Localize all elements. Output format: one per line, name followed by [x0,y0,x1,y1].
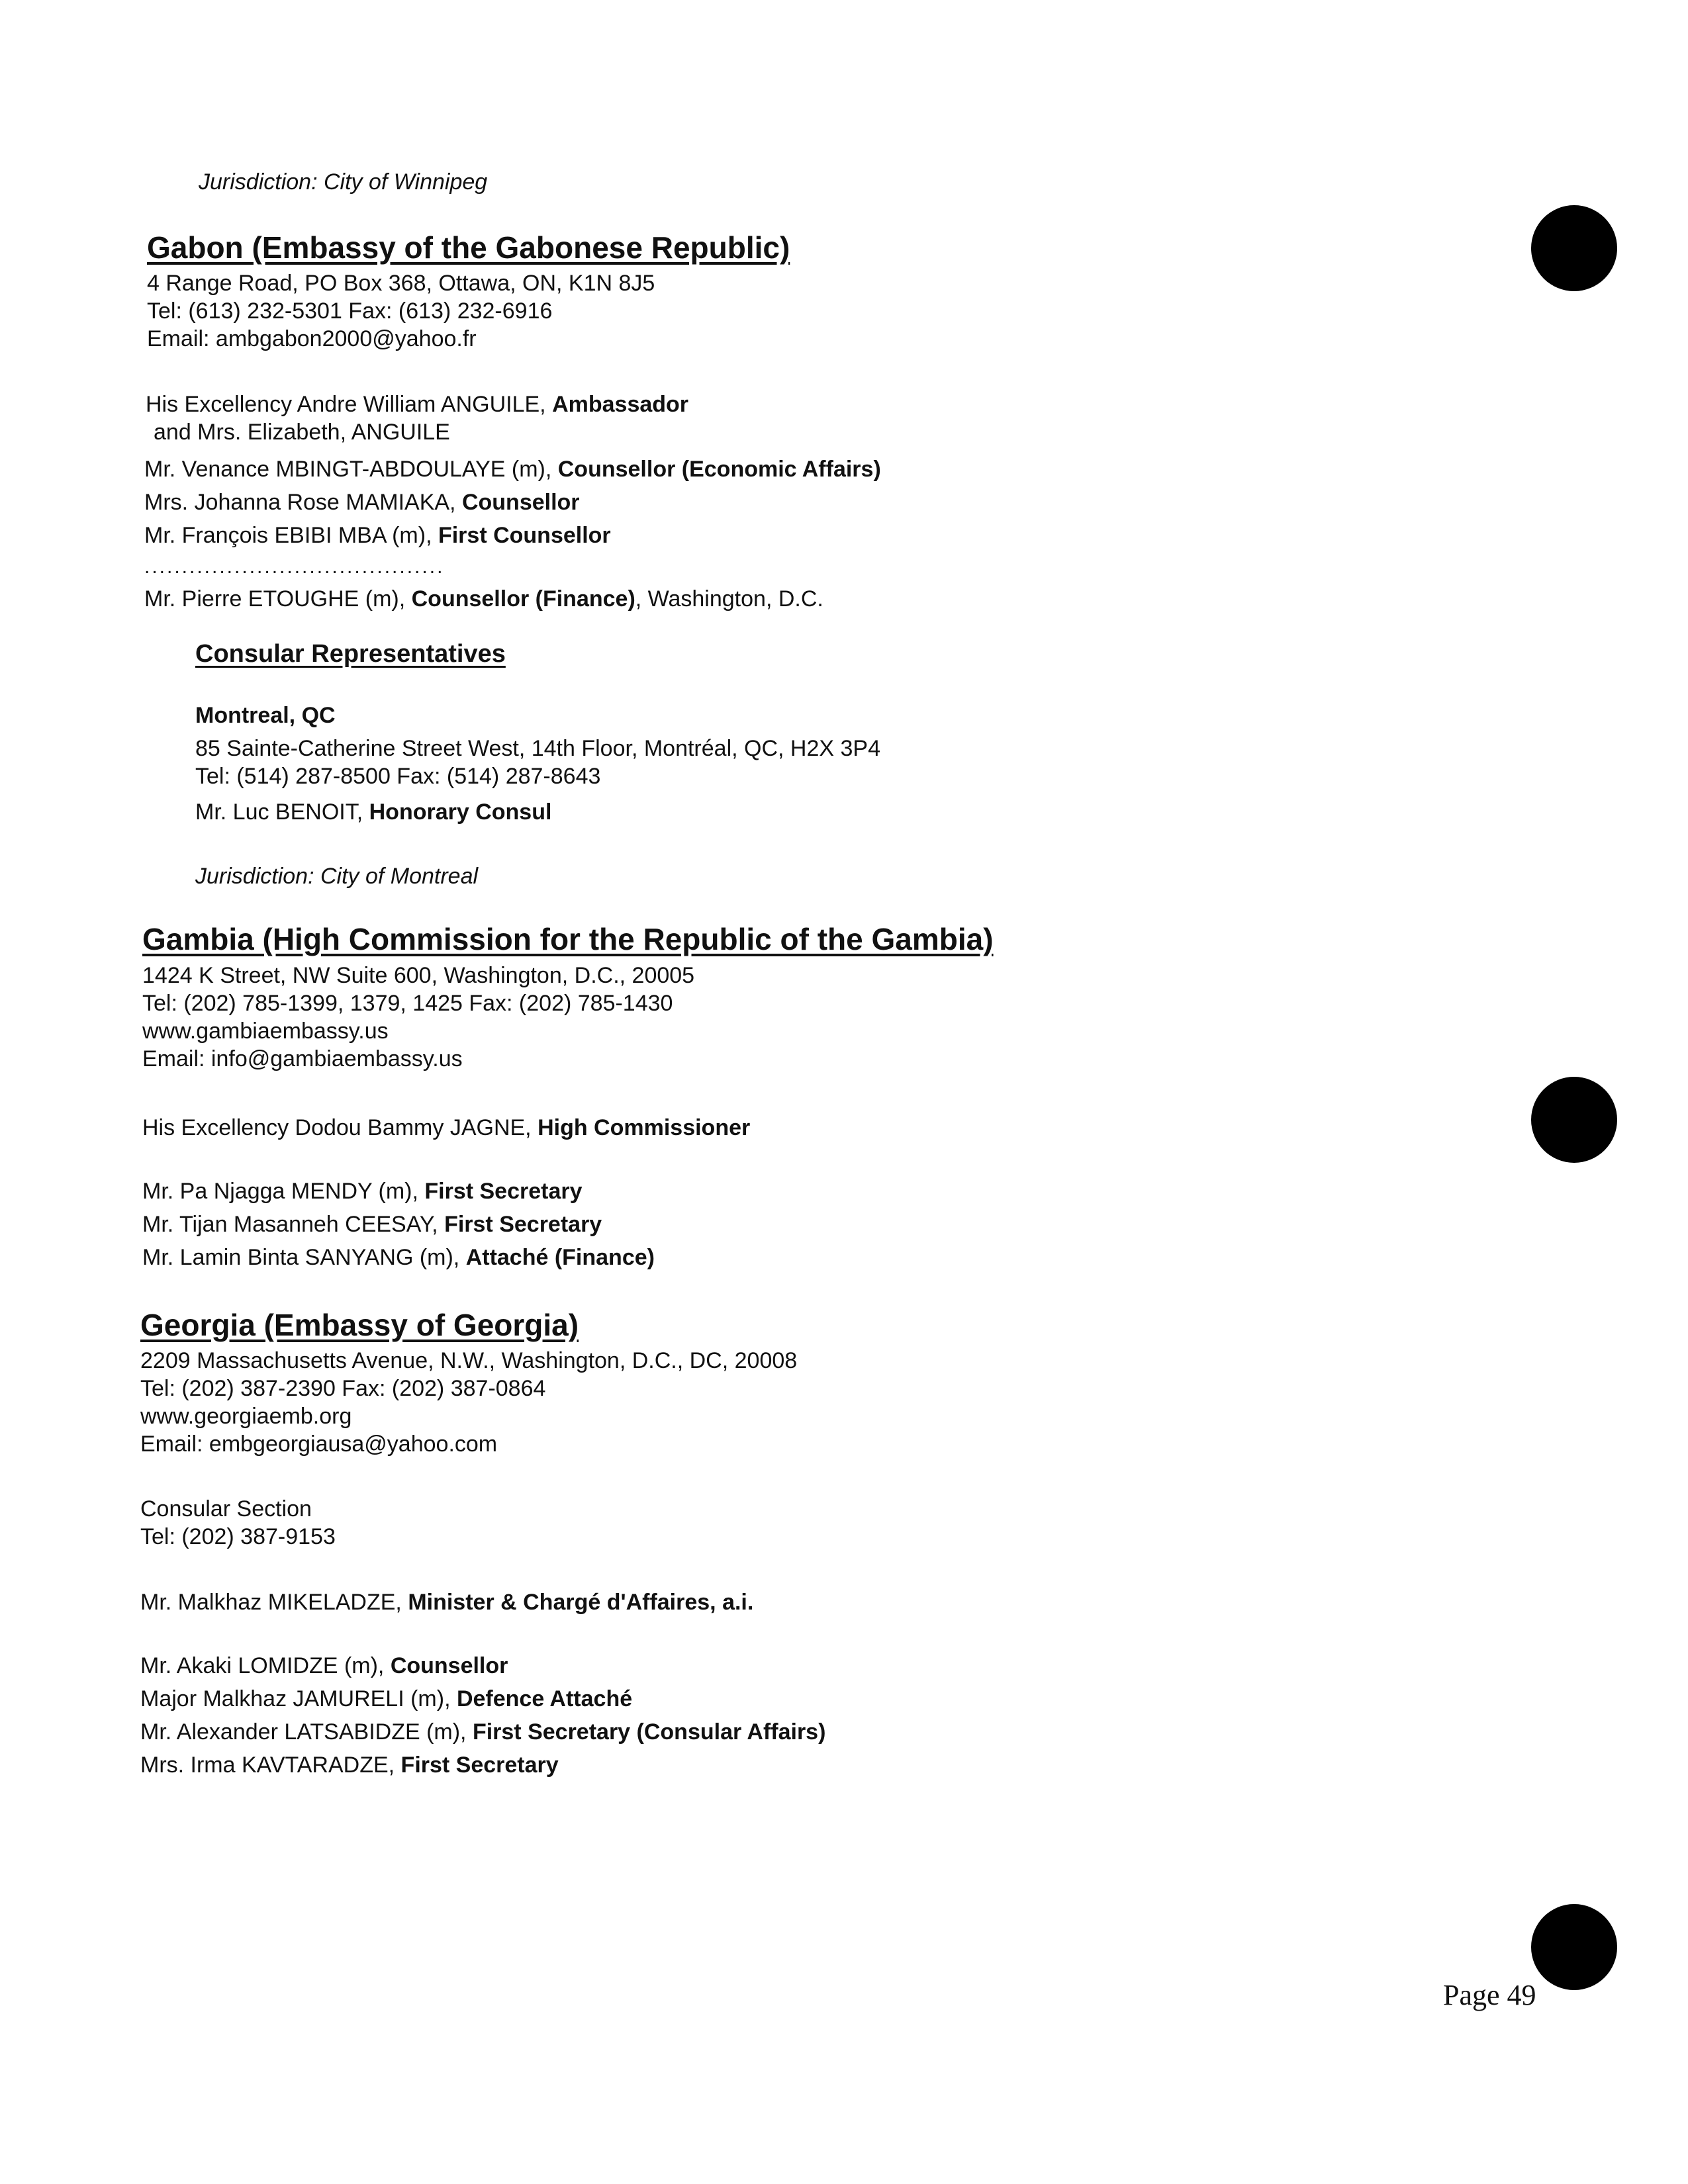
georgia-staff-4 [140,1751,559,1779]
gabon-phone: Tel: (613) 232-5301 Fax: (613) 232-6916 [147,298,553,324]
gambia-address: 1424 K Street, NW Suite 600, Washington, D.C., 20005 [142,963,695,988]
person-name: His Excellency Dodou Bammy JAGNE, [142,1115,538,1140]
person-location: , Washington, D.C. [635,586,823,612]
punch-hole-bottom [1531,1904,1617,1990]
person-role: Ambassador [552,392,689,417]
gabon-address: 4 Range Road, PO Box 368, Ottawa, ON, K1N 8J5 [147,271,655,296]
person-name: Mr. Pa Njagga MENDY (m), [142,1179,425,1204]
gabon-staff-2 [144,488,580,516]
person-role: Counsellor (Economic Affairs) [557,457,881,482]
person-role: First Secretary [444,1212,602,1237]
gambia-heading: Gambia (High Commission for the Republic of the Gambia) [142,922,994,956]
person-name: Major Malkhaz JAMURELI (m), [140,1686,457,1711]
person-name: Mr. Tijan Masanneh CEESAY, [142,1212,445,1237]
person-name: Mr. François EBIBI MBA (m), [144,523,438,548]
person-role: Attaché (Finance) [465,1245,655,1270]
gambia-email: Email: info@gambiaembassy.us [142,1046,463,1071]
consular-city: Montreal, QC [195,703,336,728]
page-number: Page 49 [1443,1979,1536,2011]
person-name: His Excellency Andre William ANGUILE, [146,392,553,417]
punch-hole-top [1531,205,1617,291]
gambia-head [142,1114,750,1142]
georgia-staff-1 [140,1652,508,1680]
gambia-staff-3 [142,1244,655,1271]
gabon-email: Email: ambgabon2000@yahoo.fr [147,326,477,351]
georgia-staff-3 [140,1718,825,1746]
georgia-heading: Georgia (Embassy of Georgia) [140,1308,579,1342]
person-name: Mrs. Irma KAVTARADZE, [140,1752,401,1778]
georgia-phone: Tel: (202) 387-2390 Fax: (202) 387-0864 [140,1376,546,1401]
montreal-jurisdiction: Jurisdiction: City of Montreal [195,864,479,889]
person-role: Counsellor [461,490,580,515]
winnipeg-jurisdiction: Jurisdiction: City of Winnipeg [199,169,488,195]
georgia-address: 2209 Massachusetts Avenue, N.W., Washington, D.C., DC, 20008 [140,1348,798,1373]
georgia-web: www.georgiaemb.org [140,1404,352,1429]
georgia-staff-2 [140,1685,632,1713]
georgia-consular-phone: Tel: (202) 387-9153 [140,1524,336,1549]
person-role: Counsellor (Finance) [411,586,635,612]
person-name: Mr. Akaki LOMIDZE (m), [140,1653,391,1678]
punch-hole-middle [1531,1077,1617,1163]
person-role: First Secretary [424,1179,583,1204]
person-role: Counsellor [390,1653,508,1678]
person-role: Defence Attaché [456,1686,633,1711]
person-role: First Secretary (Consular Affairs) [472,1719,826,1745]
gambia-staff-1 [142,1177,583,1205]
person-name: Mr. Lamin Binta SANYANG (m), [142,1245,466,1270]
person-role: High Commissioner [538,1115,751,1140]
person-role: First Counsellor [438,523,611,548]
person-name: Mr. Malkhaz MIKELADZE, [140,1590,408,1615]
consular-heading: Consular Representatives [195,640,506,668]
gabon-spouse: and Mrs. Elizabeth, ANGUILE [154,420,450,445]
gabon-nonresident [144,585,823,613]
georgia-head [140,1588,753,1616]
person-name: Mr. Alexander LATSABIDZE (m), [140,1719,473,1745]
consular-consul [195,798,551,826]
consular-address: 85 Sainte-Catherine Street West, 14th Floor, Montréal, QC, H2X 3P4 [195,736,880,761]
gabon-ambassador [146,390,688,418]
person-role: First Secretary [400,1752,559,1778]
gabon-staff-3 [144,522,611,549]
person-name: Mrs. Johanna Rose MAMIAKA, [144,490,462,515]
gambia-phone: Tel: (202) 785-1399, 1379, 1425 Fax: (202) 785-1430 [142,991,673,1016]
gambia-staff-2 [142,1210,602,1238]
separator-dots: ........................................ [144,556,445,578]
georgia-consular-label: Consular Section [140,1496,312,1522]
consular-phone: Tel: (514) 287-8500 Fax: (514) 287-8643 [195,764,601,789]
person-name: Mr. Pierre ETOUGHE (m), [144,586,412,612]
person-role: Honorary Consul [369,799,552,825]
person-name: Mr. Luc BENOIT, [195,799,369,825]
person-name: Mr. Venance MBINGT-ABDOULAYE (m), [144,457,558,482]
gabon-staff-1 [144,455,881,483]
gabon-heading: Gabon (Embassy of the Gabonese Republic) [147,230,790,265]
gambia-web: www.gambiaembassy.us [142,1019,389,1044]
georgia-email: Email: embgeorgiausa@yahoo.com [140,1432,498,1457]
person-role: Minister & Chargé d'Affaires, a.i. [408,1590,754,1615]
